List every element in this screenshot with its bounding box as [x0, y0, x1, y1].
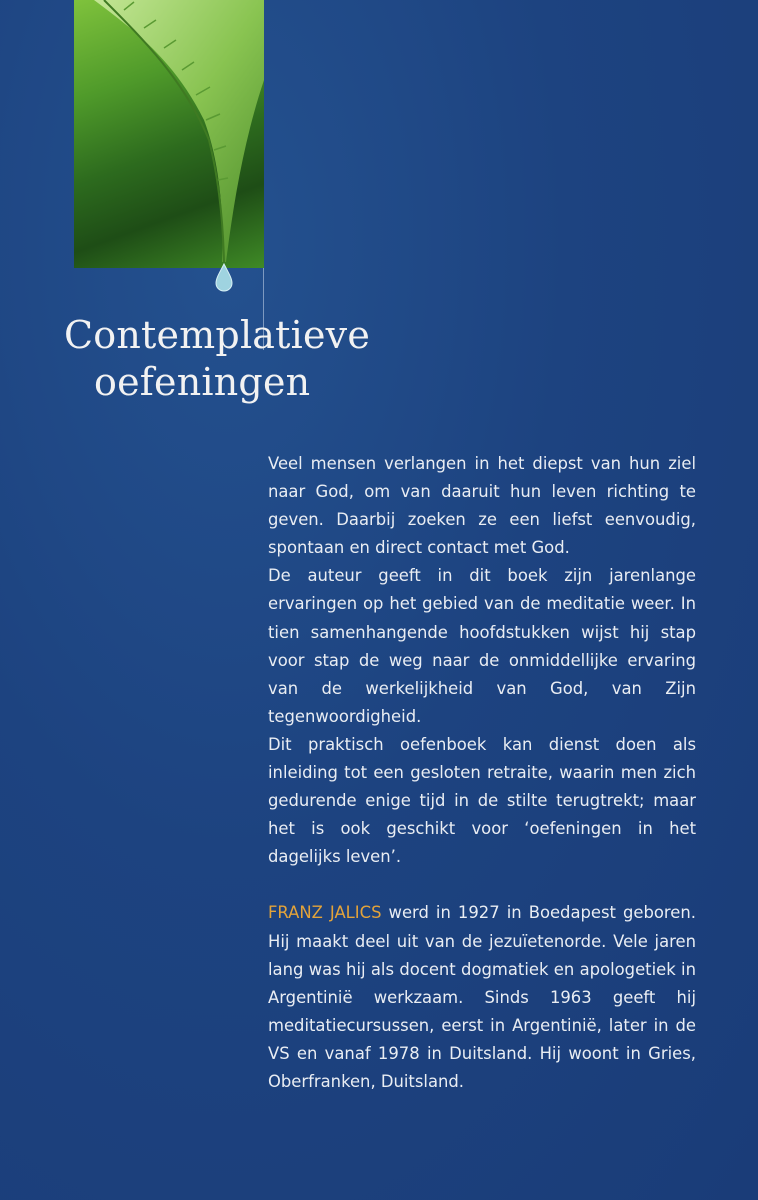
book-title	[64, 312, 370, 406]
author-name: FRANZ JALICS	[268, 903, 382, 923]
title-line-1: Contemplatieve	[64, 313, 371, 357]
leaf-photo	[74, 0, 264, 268]
leaf-illustration	[74, 0, 264, 268]
water-drop-icon	[214, 262, 234, 292]
title-line-2: oefeningen	[94, 360, 311, 404]
blurb-paragraph-3: Dit praktisch oefenboek kan dienst doen als inleiding tot een gesloten retraite, waarin men zich gedurende enige tijd in de stilte terugtrekt; maar het is ook geschikt voor ‘oefeningen in het dagelijks leven’.	[268, 734, 696, 867]
author-bio-text: werd in 1927 in Boedapest geboren. Hij maakt deel uit van de jezuïetenorde. Vele jaren lang was hij als docent dogmatiek en apologetiek in Argentinië werkzaam. Sinds 1963 geeft hij meditatiecursussen, eerst in Argentinië, later in de VS en vanaf 1978 in Duitsland. Hij woont in Gries, Oberfranken, Duitsland.	[268, 903, 696, 1091]
author-bio	[268, 899, 696, 1096]
blurb	[268, 450, 696, 1096]
blurb-paragraph-1: Veel mensen verlangen in het diepst van hun ziel naar God, om van daaruit hun leven richting te geven. Daarbij zoeken ze een liefst eenvoudig, spontaan en direct contact met God.	[268, 454, 696, 558]
blurb-paragraph-2: De auteur geeft in dit boek zijn jarenlange ervaringen op het gebied van de meditatie weer. In tien samenhangende hoofdstukken wijst hij stap voor stap de weg naar de onmiddellijke ervaring van de werkelijkheid van God, van Zijn tegenwoordigheid.	[268, 566, 696, 726]
